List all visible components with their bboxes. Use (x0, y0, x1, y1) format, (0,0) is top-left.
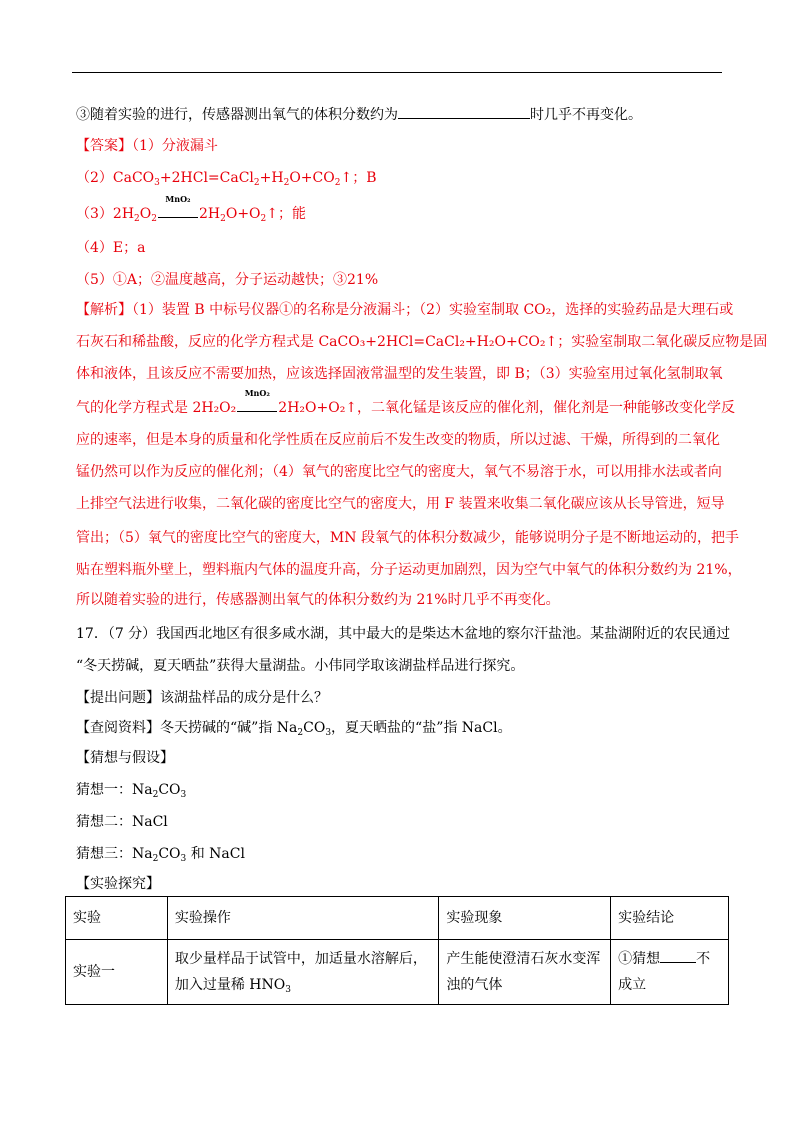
analysis-l1: 【解析】（1）装置 B 中标号仪器①的名称是分液漏斗；（2）实验室制取 CO₂，选择的实验药品是大理石或 (76, 302, 734, 318)
analysis-l7: 上排空气法进行收集，二氧化碳的密度比空气的密度大，用 F 装置来收集二氧化碳应该从长导管进，短导 (76, 496, 725, 512)
table-cell: 取少量样品于试管中，加适量水溶解后， 加入过量稀 $HNO_3$ (167, 940, 439, 1005)
table-header-row (66, 897, 729, 940)
experiment-table (65, 896, 729, 1005)
analysis-l9: 贴在塑料瓶外壁上，塑料瓶内气体的温度升高，分子运动更加剧烈，因为空气中氧气的体积分数约为 21%， (76, 562, 742, 578)
analysis-l3: 体和液体，且该反应不需要加热，应该选择固液常温型的发生装置，即 B；（3）实验室用过氧化氢制取氧 (76, 366, 723, 382)
analysis-l6: 锰仍然可以作为反应的催化剂；（4）氧气的密度比空气的密度大，氧气不易溶于水，可以用排水法或者向 (76, 464, 722, 480)
catalyst-arrow: MnO₂ (158, 204, 198, 224)
answer-4: （4）E；a (76, 240, 146, 256)
analysis-l5: 应的速率，但是本身的质量和化学性质在反应前后不发生改变的物质，所以过滤、干燥，所得到的二氧化 (76, 432, 720, 448)
table-header: 实验 (66, 897, 168, 940)
q17-guess3: 猜想三：$Na_2CO_3$ 和 NaCl (76, 846, 245, 864)
q17-guess1: 猜想一：$Na_2CO_3$ (76, 782, 187, 800)
q17-explore-tag: 【实验探究】 (76, 876, 160, 892)
table-cell: 实验一 (66, 940, 168, 1005)
q17-hypothesis-tag: 【猜想与假设】 (76, 750, 174, 766)
analysis-l10: 所以随着实验的进行，传感器测出氧气的体积分数约为 21%时几乎不再变化。 (76, 592, 560, 608)
q17-reference: 【查阅资料】冬天捞碱的“碱”指 $Na_2CO_3$，夏天晒盐的“盐”指 NaCl。 (76, 720, 512, 738)
answer-3: $(3)2H_2O_2$ MnO₂ $2H_2O+O_2↑$；能 (76, 194, 306, 224)
q17-question: 【提出问题】该湖盐样品的成分是什么？ (76, 690, 328, 706)
table-row (66, 940, 729, 1005)
conclusion-blank[interactable] (660, 948, 696, 963)
analysis-l4: 气的化学方程式是 2H₂O₂ MnO₂ 2H₂O+O₂↑，二氧化锰是该反应的催化剂，催化剂是一种能够改变化学反 (76, 388, 736, 416)
analysis-l8: 管出；（5）氧气的密度比空气的密度大，MN 段氧气的体积分数减少，能够说明分子是不断地运动的，把手 (76, 530, 739, 546)
q17-guess2: 猜想二：NaCl (76, 814, 168, 830)
answer-1: 【答案】（1）分液漏斗 (76, 138, 218, 154)
q16-line3: ③随着实验的进行，传感器测出氧气的体积分数约为 时几乎不再变化。 (76, 104, 726, 125)
catalyst-arrow-analysis: MnO₂ (237, 398, 277, 418)
table-header: 实验现象 (439, 897, 611, 940)
table-cell: 产生能使澄清石灰水变浑浊的气体 (439, 940, 611, 1005)
answer-blank[interactable] (398, 104, 530, 119)
table-cell: ①猜想 不成立 (611, 940, 729, 1005)
answer-5: （5）①A；②温度越高，分子运动越快；③21% (76, 272, 379, 288)
analysis-l2: 石灰石和稀盐酸，反应的化学方程式是 CaCO₃+2HCl=CaCl₂+H₂O+CO₂↑；实验室制取二氧化碳反应物是固 (76, 334, 768, 350)
table-header: 实验结论 (611, 897, 729, 940)
q17-stem-l2: “冬天捞碱，夏天晒盐”获得大量湖盐。小伟同学取该湖盐样品进行探究。 (76, 658, 525, 674)
q17-stem-l1: 17．（7 分）我国西北地区有很多咸水湖，其中最大的是柴达木盆地的察尔汗盐池。某盐湖附近的农民通过 (76, 626, 731, 642)
table-header: 实验操作 (167, 897, 439, 940)
header-rule (72, 72, 722, 73)
answer-2: $(2)CaCO_3+2HCl=CaCl_2+H_2O+CO_2↑$；B (76, 170, 377, 188)
